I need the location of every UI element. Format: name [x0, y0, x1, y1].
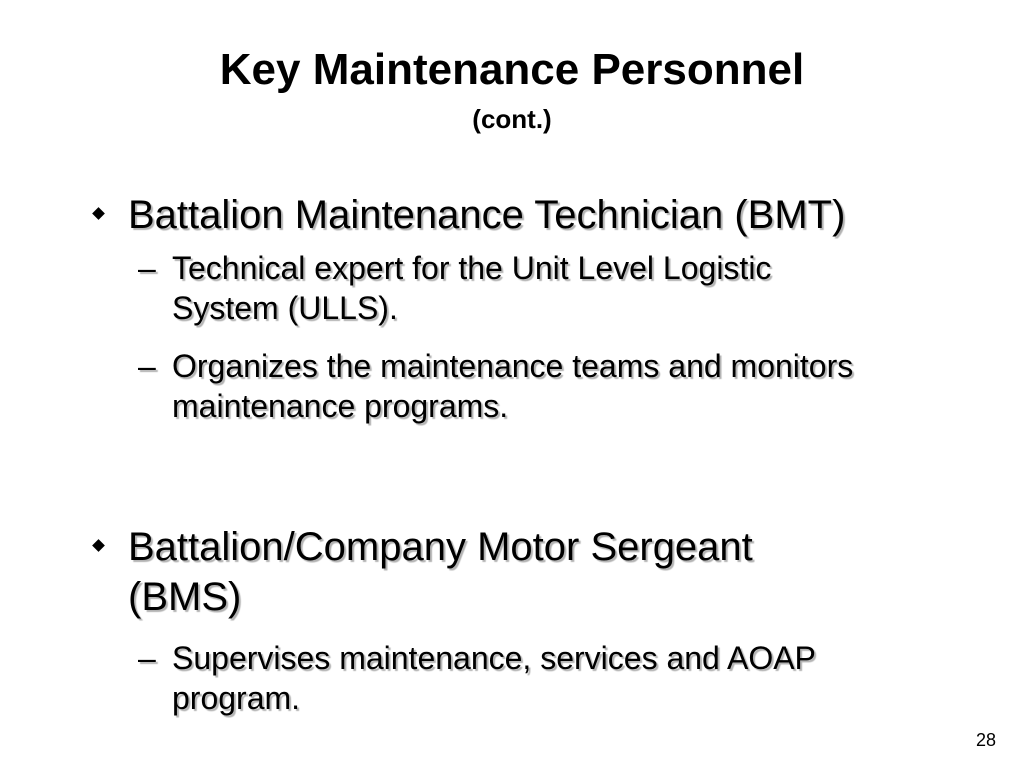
dash-marker: –	[138, 348, 156, 384]
sub-bullet-text: Technical expert for the Unit Level Logistic System (ULLS).	[172, 250, 772, 326]
dash-marker: –	[138, 640, 156, 676]
sub-bullet-text: Organizes the maintenance teams and monitors maintenance programs.	[172, 348, 854, 424]
sub-bullet-item	[90, 638, 872, 718]
diamond-icon	[92, 539, 105, 552]
slide-title: Key Maintenance Personnel	[219, 45, 805, 94]
bullet-text: Battalion/Company Motor Sergeant (BMS)	[128, 525, 753, 619]
bullet-item	[90, 190, 868, 240]
bullet-text: Battalion Maintenance Technician (BMT)	[128, 193, 846, 237]
diamond-icon	[92, 207, 105, 220]
dash-marker: –	[138, 250, 156, 286]
bullet-item	[90, 522, 868, 622]
page-number: 28	[975, 730, 996, 750]
slide-subtitle: (cont.)	[472, 104, 552, 134]
bullet-group-bmt	[90, 190, 950, 426]
sub-bullet-text: Supervises maintenance, services and AOAP program.	[172, 640, 816, 716]
bullet-group-bms	[90, 522, 950, 718]
sub-bullet-item	[90, 248, 872, 328]
sub-bullet-item	[90, 346, 872, 426]
